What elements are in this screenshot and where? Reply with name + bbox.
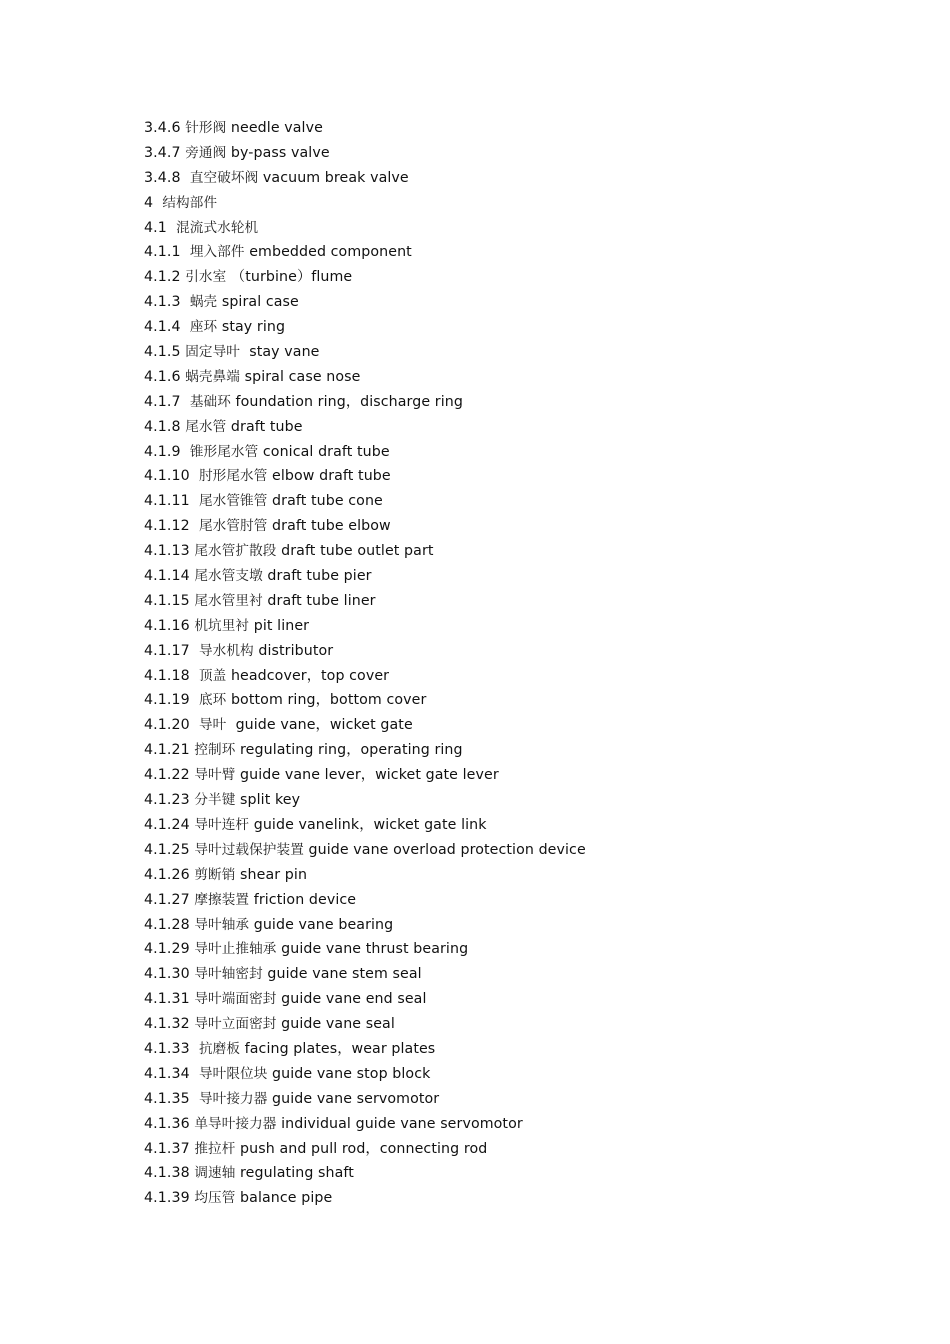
term-chinese: 导叶 <box>198 717 227 734</box>
term-entry <box>144 1037 586 1062</box>
term-english: needle valve <box>226 120 323 136</box>
term-english: guide vane lever，wicket gate lever <box>235 767 499 784</box>
term-entry <box>144 365 586 390</box>
term-entry <box>144 888 586 913</box>
term-entry <box>144 713 586 738</box>
term-english: bottom ring，bottom cover <box>226 692 427 709</box>
term-english: draft tube liner <box>262 592 376 609</box>
term-number: 4.1.36 <box>144 1115 195 1132</box>
term-english: guide vane，wicket gate <box>226 717 413 734</box>
term-number: 4.1.39 <box>144 1190 195 1207</box>
term-chinese: 埋入部件 <box>189 244 245 261</box>
term-chinese: 控制环 <box>194 742 236 759</box>
term-entry <box>144 1087 586 1112</box>
term-chinese: 旁通阀 <box>185 144 227 161</box>
term-chinese: 导叶立面密封 <box>194 1016 277 1033</box>
term-entry <box>144 315 586 340</box>
term-number: 4.1.6 <box>144 368 186 385</box>
term-entry <box>144 987 586 1012</box>
term-english: guide vane stop block <box>267 1065 431 1082</box>
term-english: foundation ring，discharge ring <box>230 393 463 410</box>
term-chinese: 机坑里衬 <box>194 617 250 634</box>
term-entry <box>144 962 586 987</box>
term-chinese: 尾水管锥管 <box>198 493 268 510</box>
term-chinese: 导叶限位块 <box>198 1065 268 1082</box>
term-chinese: 锥形尾水管 <box>189 443 259 460</box>
term-chinese: 尾水管扩散段 <box>194 543 277 560</box>
term-entry <box>144 464 586 489</box>
term-entry <box>144 738 586 763</box>
term-number: 4.1.29 <box>144 941 195 958</box>
term-chinese: 导叶臂 <box>194 767 236 784</box>
term-number: 4.1.30 <box>144 966 195 983</box>
term-entry <box>144 489 586 514</box>
term-chinese: 导叶接力器 <box>198 1090 268 1107</box>
term-number: 4.1.8 <box>144 418 186 435</box>
term-entry <box>144 1137 586 1162</box>
term-english: split key <box>235 792 301 809</box>
term-entry <box>144 240 586 265</box>
term-entry <box>144 290 586 315</box>
term-number: 4.1.35 <box>144 1090 199 1107</box>
term-number: 4 <box>144 194 163 211</box>
term-english: elbow draft tube <box>267 468 391 485</box>
term-chinese: 单导叶接力器 <box>194 1115 277 1132</box>
term-english: push and pull rod，connecting rod <box>235 1140 488 1157</box>
term-entry <box>144 863 586 888</box>
term-number: 4.1.37 <box>144 1140 195 1157</box>
term-chinese: 混流式水轮机 <box>176 219 259 236</box>
term-number: 3.4.8 <box>144 169 190 186</box>
term-number: 4.1.27 <box>144 891 195 908</box>
term-number: 4.1.32 <box>144 1016 195 1033</box>
term-english: stay vane <box>240 344 320 361</box>
term-number: 4.1.14 <box>144 568 195 585</box>
term-entry <box>144 937 586 962</box>
term-entry <box>144 614 586 639</box>
term-entry <box>144 838 586 863</box>
term-number: 4.1.25 <box>144 841 195 858</box>
term-english: draft tube outlet part <box>276 543 434 560</box>
term-number: 4.1.33 <box>144 1040 199 1057</box>
term-number: 4.1.21 <box>144 742 195 759</box>
term-chinese: 均压管 <box>194 1190 236 1207</box>
term-number: 3.4.7 <box>144 144 186 161</box>
term-entry <box>144 1186 586 1211</box>
term-english: regulating ring，operating ring <box>235 742 463 759</box>
term-english: regulating shaft <box>235 1165 354 1182</box>
term-number: 4.1.23 <box>144 792 195 809</box>
term-number: 4.1.1 <box>144 244 190 261</box>
term-number: 4.1.3 <box>144 294 190 311</box>
term-number: 4.1 <box>144 219 177 236</box>
term-chinese: 肘形尾水管 <box>198 468 268 485</box>
term-english: balance pipe <box>235 1190 333 1207</box>
term-entry <box>144 813 586 838</box>
term-number: 4.1.13 <box>144 543 195 560</box>
term-chinese: 导叶端面密封 <box>194 991 277 1008</box>
term-chinese: 顶盖 <box>198 667 227 684</box>
term-english: spiral case <box>217 294 299 311</box>
term-english: conical draft tube <box>258 443 390 460</box>
term-number: 4.1.18 <box>144 667 199 684</box>
term-chinese: 尾水管肘管 <box>198 518 268 535</box>
term-entry <box>144 564 586 589</box>
term-english: draft tube pier <box>262 568 372 585</box>
term-number: 4.1.9 <box>144 443 190 460</box>
term-number: 4.1.10 <box>144 468 199 485</box>
term-entry <box>144 390 586 415</box>
term-chinese: 结构部件 <box>162 194 218 211</box>
term-number: 3.4.6 <box>144 120 186 136</box>
term-chinese: 尾水管 <box>185 418 227 435</box>
term-entry <box>144 589 586 614</box>
term-entry <box>144 639 586 664</box>
term-chinese: 导叶轴密封 <box>194 966 263 983</box>
term-number: 4.1.7 <box>144 393 190 410</box>
term-entry <box>144 1161 586 1186</box>
term-chinese: 座环 <box>189 319 218 336</box>
term-entry <box>144 688 586 713</box>
term-number: 4.1.28 <box>144 916 195 933</box>
term-number: 4.1.38 <box>144 1165 195 1182</box>
term-chinese: 调速轴 <box>194 1165 236 1182</box>
term-number: 4.1.17 <box>144 642 199 659</box>
term-english: stay ring <box>217 319 286 336</box>
term-chinese: 分半键 <box>194 792 236 809</box>
term-entry <box>144 166 586 191</box>
term-entry <box>144 141 586 166</box>
term-number: 4.1.22 <box>144 767 195 784</box>
term-entry <box>144 440 586 465</box>
term-chinese: 底环 <box>198 692 227 709</box>
term-english: draft tube elbow <box>267 518 391 535</box>
term-number: 4.1.26 <box>144 866 195 883</box>
term-english: guide vane bearing <box>249 916 394 933</box>
term-chinese: 抗磨板 <box>198 1040 241 1057</box>
term-english: spiral case nose <box>240 368 361 385</box>
term-chinese: 推拉杆 <box>194 1140 236 1157</box>
term-entry <box>144 191 586 216</box>
term-english: guide vane servomotor <box>267 1090 440 1107</box>
term-entry <box>144 340 586 365</box>
term-entry <box>144 763 586 788</box>
term-entry <box>144 664 586 689</box>
term-chinese: 导叶轴承 <box>194 916 250 933</box>
term-chinese: 针形阀 <box>185 120 227 136</box>
term-english: guide vane seal <box>276 1016 395 1033</box>
term-english: guide vane overload protection device <box>303 841 586 858</box>
term-entry <box>144 1112 586 1137</box>
term-chinese: 摩擦装置 <box>194 891 250 908</box>
term-entry <box>144 116 586 141</box>
term-english: distributor <box>253 642 334 659</box>
term-list <box>144 116 586 1211</box>
term-number: 4.1.31 <box>144 991 195 1008</box>
term-chinese: 导叶止推轴承 <box>194 941 277 958</box>
term-english: draft tube <box>226 418 303 435</box>
term-entry <box>144 415 586 440</box>
term-number: 4.1.24 <box>144 816 195 833</box>
term-number: 4.1.19 <box>144 692 199 709</box>
term-chinese: 导叶连杆 <box>194 816 250 833</box>
term-number: 4.1.4 <box>144 319 190 336</box>
term-english: vacuum break valve <box>258 169 409 186</box>
term-entry <box>144 265 586 290</box>
term-english: individual guide vane servomotor <box>276 1115 523 1132</box>
term-entry <box>144 539 586 564</box>
term-number: 4.1.16 <box>144 617 195 634</box>
term-english: guide vane thrust bearing <box>276 941 469 958</box>
term-chinese: 尾水管支墩 <box>194 568 263 585</box>
term-entry <box>144 1062 586 1087</box>
term-english: pit liner <box>249 617 310 634</box>
term-entry <box>144 1012 586 1037</box>
term-chinese: 尾水管里衬 <box>194 592 263 609</box>
term-english: （turbine）flume <box>226 269 353 286</box>
term-english: friction device <box>249 891 357 908</box>
term-number: 4.1.12 <box>144 518 199 535</box>
term-chinese: 导水机构 <box>198 642 254 659</box>
term-english: shear pin <box>235 866 308 883</box>
term-english: guide vane stem seal <box>262 966 422 983</box>
term-english: guide vanelink，wicket gate link <box>249 816 487 833</box>
term-chinese: 引水室 <box>185 269 227 286</box>
term-entry <box>144 216 586 241</box>
term-english: headcover，top cover <box>226 667 390 684</box>
term-english: draft tube cone <box>267 493 383 510</box>
term-entry <box>144 514 586 539</box>
term-english: by-pass valve <box>226 144 330 161</box>
term-chinese: 固定导叶 <box>185 344 240 361</box>
term-number: 4.1.5 <box>144 344 186 361</box>
term-english: facing plates，wear plates <box>240 1040 436 1057</box>
term-chinese: 直空破坏阀 <box>189 169 259 186</box>
term-chinese: 剪断销 <box>194 866 236 883</box>
term-chinese: 蜗壳鼻端 <box>185 368 240 385</box>
term-number: 4.1.34 <box>144 1065 199 1082</box>
term-english: embedded component <box>244 244 412 261</box>
term-chinese: 蜗壳 <box>189 294 218 311</box>
term-entry <box>144 913 586 938</box>
term-number: 4.1.15 <box>144 592 195 609</box>
term-number: 4.1.2 <box>144 269 186 286</box>
term-number: 4.1.20 <box>144 717 199 734</box>
term-entry <box>144 788 586 813</box>
term-chinese: 基础环 <box>189 393 231 410</box>
term-english: guide vane end seal <box>276 991 427 1008</box>
term-number: 4.1.11 <box>144 493 199 510</box>
term-chinese: 导叶过载保护装置 <box>194 841 304 858</box>
